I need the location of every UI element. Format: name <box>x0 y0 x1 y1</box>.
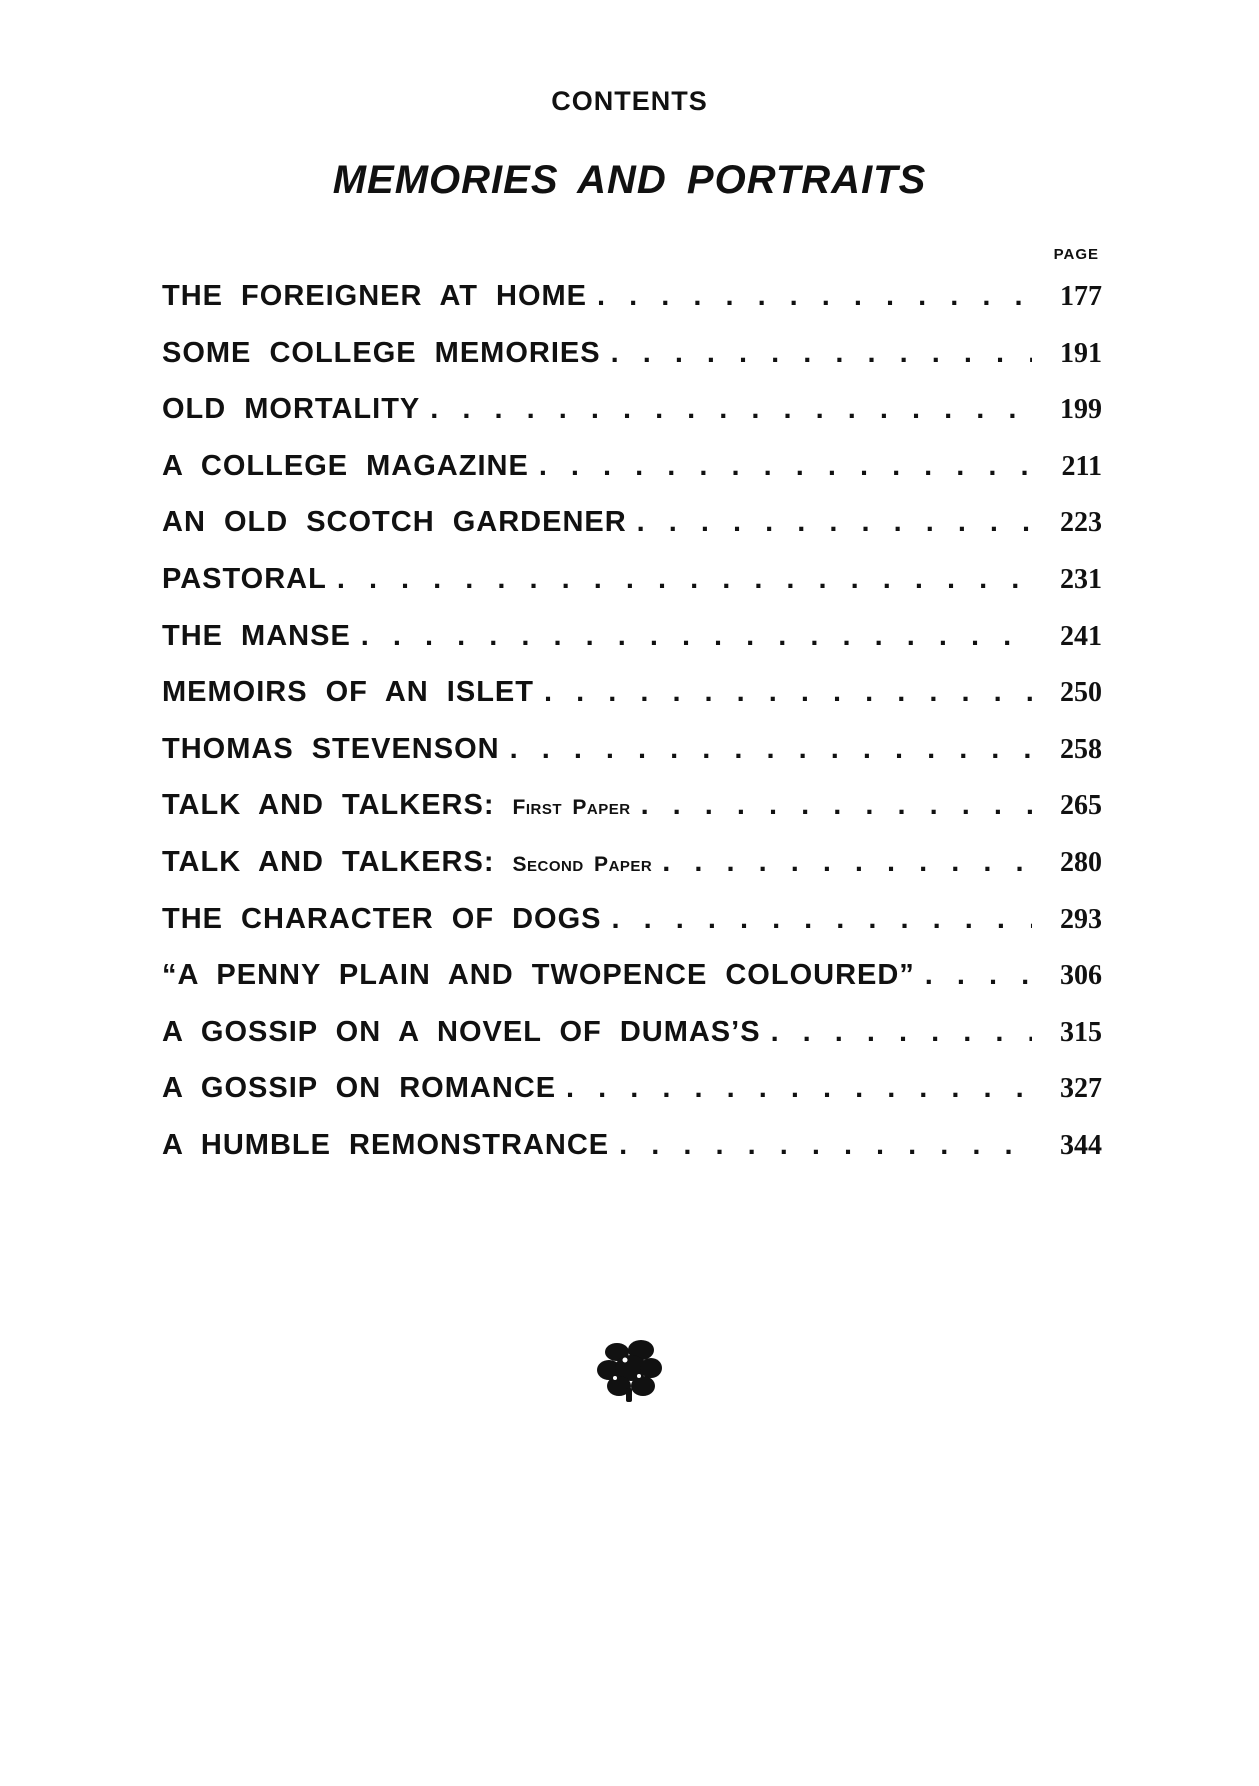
toc-entry-page: 223 <box>1060 507 1102 539</box>
toc-entry-title: PASTORAL <box>162 562 327 595</box>
toc-entry-title: THE FOREIGNER AT HOME <box>162 280 587 312</box>
toc-entry-title: THOMAS STEVENSON <box>162 732 500 765</box>
dot-leader <box>637 494 1032 550</box>
toc-entry-page: 293 <box>1060 903 1102 935</box>
dot-leader <box>612 891 1033 947</box>
toc-entry[interactable] <box>162 834 1102 891</box>
running-head: CONTENTS <box>551 86 708 116</box>
toc-entry[interactable] <box>162 381 1102 438</box>
toc-entry-title: A COLLEGE MAGAZINE <box>162 449 529 482</box>
toc-entry-page: 315 <box>1060 1016 1102 1048</box>
toc-entry-title: A GOSSIP ON A NOVEL OF DUMAS’S <box>162 1015 761 1048</box>
toc-entry-subtitle: Second Paper <box>512 852 653 876</box>
floral-ornament-icon <box>595 1338 665 1404</box>
toc-entry-title: OLD MORTALITY <box>162 393 421 426</box>
toc-entry[interactable] <box>162 551 1102 608</box>
dot-leader <box>337 551 1032 607</box>
toc-entry[interactable] <box>162 777 1102 834</box>
toc-entry-page: 231 <box>1060 563 1102 595</box>
toc-entry-page: 177 <box>1060 281 1102 312</box>
section-title: MEMORIES AND PORTRAITS <box>332 158 927 202</box>
toc-entry-page: 211 <box>1061 450 1102 482</box>
toc-entry-title <box>162 777 631 836</box>
toc-entry-page: 280 <box>1060 846 1102 878</box>
page-column-label: PAGE <box>1053 246 1099 263</box>
dot-leader <box>611 325 1032 381</box>
dot-leader <box>510 721 1032 777</box>
dot-leader <box>619 1117 1032 1173</box>
toc-entry-page: 327 <box>1060 1073 1102 1105</box>
toc-entry-title: THE CHARACTER OF DOGS <box>162 902 602 935</box>
toc-entry[interactable] <box>162 268 1102 325</box>
toc-entry-main-title: TALK AND TALKERS: <box>162 789 495 822</box>
toc-entry-page: 265 <box>1060 790 1102 822</box>
dot-leader <box>925 947 1032 1003</box>
toc-entry-title <box>162 834 652 893</box>
toc-entry[interactable] <box>162 438 1102 495</box>
table-of-contents <box>162 268 1102 1174</box>
toc-entry-title: A HUMBLE REMONSTRANCE <box>162 1128 610 1161</box>
toc-entry[interactable] <box>162 721 1102 778</box>
toc-entry[interactable] <box>162 1117 1102 1174</box>
toc-entry[interactable] <box>162 494 1102 551</box>
toc-entry-title: SOME COLLEGE MEMORIES <box>162 336 601 369</box>
toc-entry[interactable] <box>162 947 1102 1004</box>
dot-leader <box>771 1004 1032 1060</box>
toc-entry-page: 258 <box>1060 733 1102 765</box>
toc-entry-title: A GOSSIP ON ROMANCE <box>162 1072 557 1105</box>
toc-entry-page: 191 <box>1060 337 1102 369</box>
toc-entry-title: AN OLD SCOTCH GARDENER <box>162 506 627 539</box>
toc-entry-title: MEMOIRS OF AN ISLET <box>162 676 534 709</box>
toc-entry[interactable] <box>162 891 1102 948</box>
toc-entry[interactable] <box>162 1060 1102 1117</box>
dot-leader <box>361 608 1032 664</box>
dot-leader <box>566 1060 1032 1116</box>
dot-leader <box>662 834 1032 890</box>
toc-entry-page: 306 <box>1060 960 1102 992</box>
toc-entry-subtitle: First Paper <box>512 796 631 820</box>
toc-entry-title: THE MANSE <box>162 619 351 652</box>
dot-leader <box>641 777 1032 833</box>
toc-entry-page: 344 <box>1060 1129 1102 1161</box>
toc-entry[interactable] <box>162 608 1102 665</box>
dot-leader <box>430 381 1032 437</box>
toc-entry-page: 241 <box>1060 620 1102 652</box>
toc-entry[interactable] <box>162 664 1102 721</box>
dot-leader <box>597 268 1032 324</box>
toc-entry-title: “A PENNY PLAIN AND TWOPENCE COLOURED” <box>162 959 915 992</box>
toc-entry[interactable] <box>162 1004 1102 1061</box>
toc-entry-page: 199 <box>1060 394 1102 426</box>
dot-leader <box>544 664 1032 720</box>
toc-entry-page: 250 <box>1060 677 1102 709</box>
toc-entry[interactable] <box>162 325 1102 382</box>
dot-leader <box>539 438 1032 494</box>
toc-entry-main-title: TALK AND TALKERS: <box>162 845 495 878</box>
